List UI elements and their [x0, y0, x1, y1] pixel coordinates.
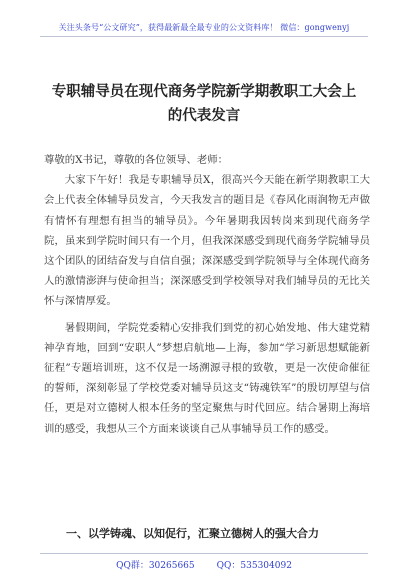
document-body — [44, 150, 370, 439]
footer-qq-number: QQ：535304092 — [216, 561, 292, 571]
document-title — [50, 80, 358, 128]
paragraph-1: 大家下午好！我是专职辅导员X，很高兴今天能在新学期教职工大会上代表全体辅导员发言，今天我发言的题目是《春风化雨润物无声做有情怀有理想有担当的辅导员》。今年暑期我因转岗来到现代商务学院，虽来到学院时间只有一个月，但我深深感受到现代商务学院辅导员这个团队的团结奋发与自信自强；深深感受到学院领导与全体现代商务人的激情澎湃与使命担当；深深感受到学校领导对我们辅导员的无比关怀与深情厚爱。 — [44, 174, 370, 308]
footer-qq-group: QQ群：30265665 — [116, 561, 195, 571]
salutation: 尊敬的X书记，尊敬的各位领导、老师： — [44, 154, 229, 166]
paragraph-2: 暑假期间，学院党委精心安排我们到党的初心始发地、伟大建党精神孕育地，回到“安职人”梦想启航地—上海，参加“学习新思想赋能新征程”专题培训班，这不仅是一场溯源寻根的致敬，更是一次使命催征的誓师，深刻彰显了学校党委对辅导员这支“铸魂铁军”的殷切厚望与信任，更是对立德树人根本任务的坚定聚焦与时代回应。结合暑期上海培训的感受，我想从三个方面来谈谈自己从事辅导员工作的感受。 — [44, 321, 370, 435]
header-promo-note: 关注头条号“公文研究”，获得最新最全最专业的公文资料库！ 微信：gongwenyj — [58, 23, 350, 32]
footer-contact — [0, 558, 408, 571]
document-title-line-2: 的代表发言 — [167, 108, 241, 124]
footer-divider — [40, 553, 368, 554]
document-title-line-1: 专职辅导员在现代商务学院新学期教职工大会上 — [51, 84, 357, 100]
section-heading-1: 一、以学铸魂、以知促行，汇聚立德树人的强大合力 — [66, 527, 319, 540]
header-divider — [40, 36, 368, 37]
